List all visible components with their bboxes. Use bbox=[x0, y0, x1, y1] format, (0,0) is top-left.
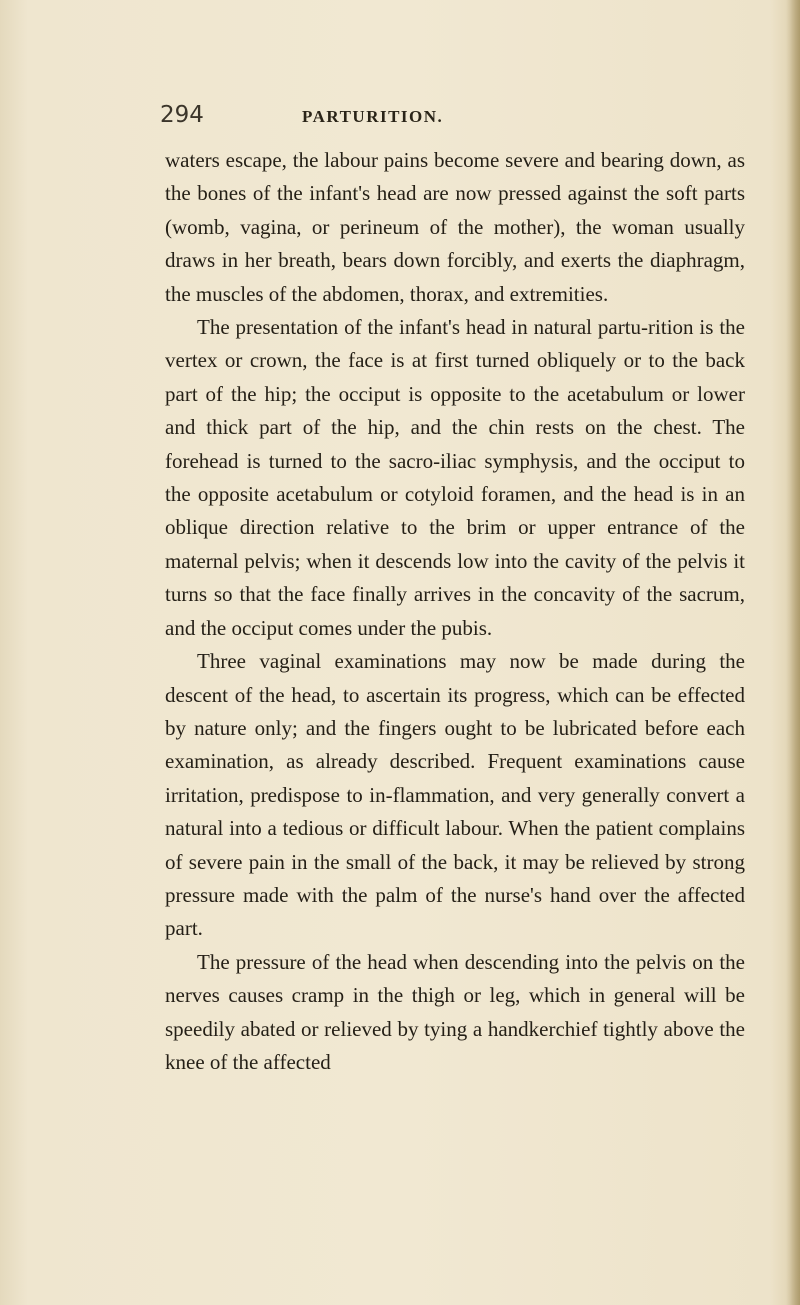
paragraph-examinations: Three vaginal examinations may now be made during the descent of the head, to ascertain its progress, which can be effected by nature only; and the fingers ought to be lubricated before each examination, as already described. Frequent examinations cause irritation, predispose to in-flammation, and very generally convert a natural into a tedious or difficult labour. When the patient complains of severe pain in the small of the back, it may be relieved by strong pressure made with the palm of the nurse's hand over the affected part. bbox=[165, 649, 745, 941]
body-text bbox=[165, 144, 745, 1079]
paragraph-presentation: The presentation of the infant's head in natural partu-rition is the vertex or crown, the face is at first turned obliquely or to the back part of the hip; the occiput is opposite to the acetabulum or lower and thick part of the hip, and the chin rests on the chest. The forehead is turned to the sacro-iliac symphysis, and the occiput to the opposite acetabulum or cotyloid foramen, and the head is in an oblique direction relative to the brim or upper entrance of the maternal pelvis; when it descends low into the cavity of the pelvis it turns so that the face finally arrives in the concavity of the sacrum, and the occiput comes under the pubis. bbox=[165, 315, 745, 640]
page-header bbox=[160, 102, 760, 142]
page-number: 294 bbox=[160, 102, 204, 128]
page-edge-shadow bbox=[786, 0, 800, 1305]
paragraph-continued: waters escape, the labour pains become severe and bearing down, as the bones of the infant's head are now pressed against the soft parts (womb, vagina, or perineum of the mother), the woman usually draws in her breath, bears down forcibly, and exerts the diaphragm, the muscles of the abdomen, thorax, and extremities. bbox=[165, 148, 745, 306]
running-head: PARTURITION. bbox=[302, 107, 444, 126]
paragraph-pressure: The pressure of the head when descending into the pelvis on the nerves causes cramp in the thigh or leg, which in general will be speedily abated or relieved by tying a handkerchief tightly above the knee of the affected bbox=[165, 949, 745, 1074]
